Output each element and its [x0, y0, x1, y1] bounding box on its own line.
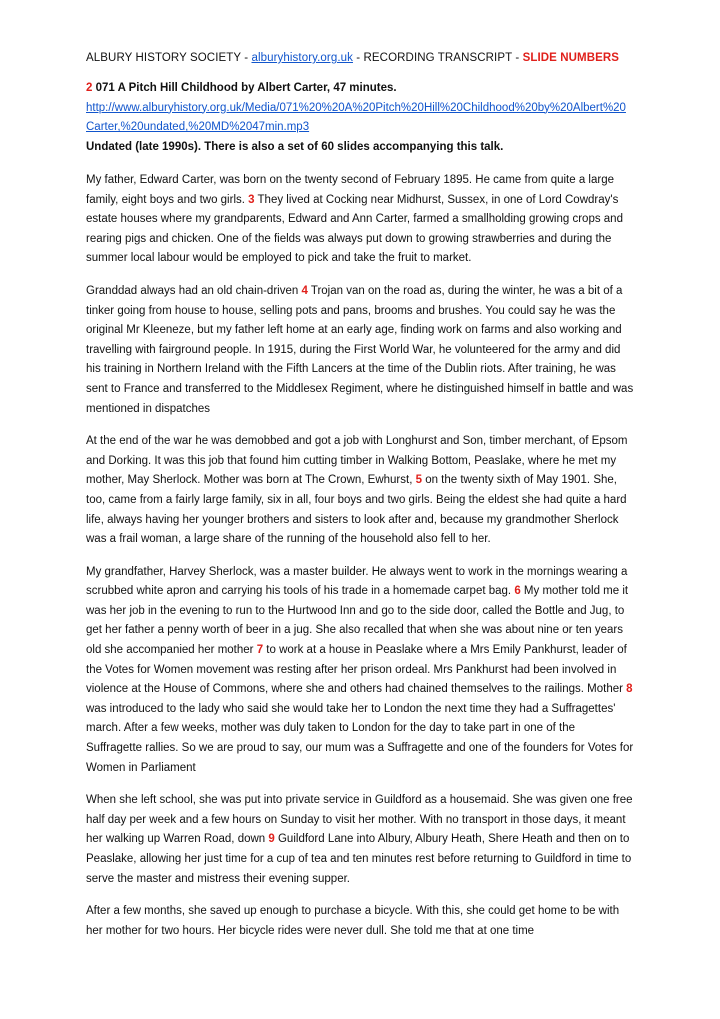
slide-number: 7: [256, 644, 264, 657]
paragraph-3: At the end of the war he was demobbed and got a job with Longhurst and Son, timber merchant, of Epsom and Dorking. It was this job that found him cutting timber in Walking Bottom, Peaslake, where he met my mother, May Sherlock. Mother was born at The Crown, Ewhurst, 5 on the twenty sixth of May 1901. She, too, came from a fairly large family, six in all, four boys and two girls. Being the eldest she had quite a hard life, always having her younger brothers and sisters to look after and, because my grandmother Sherlock was a frail woman, a large share of the running of the household also fell to her.: [86, 435, 628, 546]
slide-number: 4: [301, 284, 308, 297]
recording-note: Undated (late 1990s). There is also a set of 60 slides accompanying this talk.: [86, 140, 504, 153]
recording-title: 071 A Pitch Hill Childhood by Albert Carter, 47 minutes.: [95, 82, 397, 94]
slide-number: 5: [415, 474, 422, 487]
recording-title-line: [86, 79, 634, 99]
recording-intro: [86, 79, 634, 157]
header-prefix: ALBURY HISTORY SOCIETY -: [86, 52, 252, 64]
slide-number: 2: [86, 82, 93, 94]
paragraph-6: After a few months, she saved up enough to purchase a bicycle. With this, she could get home to be with her mother for two hours. Her bicycle rides were never dull. She told me that at one time: [86, 905, 620, 937]
society-link[interactable]: alburyhistory.org.uk: [251, 52, 353, 64]
page-header: [86, 52, 634, 64]
recording-url-link[interactable]: http://www.alburyhistory.org.uk/Media/071%20%20A%20Pitch%20Hill%20Childhood%20by%20Albert%20Carter,%20undated,%20MD%2047min.mp3: [86, 101, 626, 133]
paragraph-2: Granddad always had an old chain-driven 4 Trojan van on the road as, during the winter, he was a bit of a tinker going from house to house, selling pots and pans, brooms and brushes. You could say he was the original Mr Kleeneze, but my father left home at an early age, finding work on farms and also working and travelling with fairground people. In 1915, during the First World War, he volunteered for the army and did his training in Northern Ireland with the Fifth Lancers at the time of the Dublin riots. After training, he was sent to France and transferred to the Middlesex Regiment, where he distinguished himself in battle and was mentioned in dispatches: [86, 284, 634, 415]
slide-number: 6: [514, 585, 521, 598]
slide-numbers-label: SLIDE NUMBERS: [522, 52, 620, 64]
paragraph-5: When she left school, she was put into private service in Guildford as a housemaid. She was given one free half day per week and a few hours on Sunday to visit her mother. With no transport in those days, it meant her walking up Warren Road, down 9 Guildford Lane into Albury, Albury Heath, Shere Heath and then on to Peaslake, allowing her just time for a cup of tea and ten minutes rest before returning to Guildford in time to serve the master and mistress their evening supper.: [86, 794, 633, 885]
slide-number: 3: [248, 193, 255, 206]
slide-number: 8: [626, 683, 633, 696]
paragraph-1: My father, Edward Carter, was born on the twenty second of February 1895. He came from quite a large family, eight boys and two girls. 3 They lived at Cocking near Midhurst, Sussex, in one of Lord Cowdray's estate houses where my grandparents, Edward and Ann Carter, farmed a smallholding growing crops and rearing pigs and chicken. One of the fields was always put down to growing strawberries and during the summer local labour would be employed to pick and take the fruit to market.: [86, 174, 623, 265]
paragraph-4: My grandfather, Harvey Sherlock, was a master builder. He always went to work in the mornings wearing a scrubbed white apron and carrying his tools of his trade in a homemade carpet bag. 6 My mother told me it was her job in the evening to run to the Hurtwood Inn and go to the side door, called the Bottle and Jug, to get her father a penny worth of beer in a jug. She also recalled that when she was about nine or ten years old she accompanied her mother 7 to work at a house in Peaslake where a Mrs Emily Pankhurst, leader of the Votes for Women movement was resting after her prison ordeal. Mrs Pankhurst had been involved in violence at the House of Commons, where she and others had chained themselves to the railings. Mother 8 was introduced to the lady who said she would take her to London the next time they had a Suffragettes' march. After a few weeks, mother was duly taken to London for the day to take part in one of the Suffragette rallies. So we are proud to say, our mum was a Suffragette and one of the founders for Votes for Women in Parliament: [86, 565, 634, 774]
header-middle: - RECORDING TRANSCRIPT -: [352, 52, 523, 64]
slide-number: 9: [268, 833, 275, 846]
